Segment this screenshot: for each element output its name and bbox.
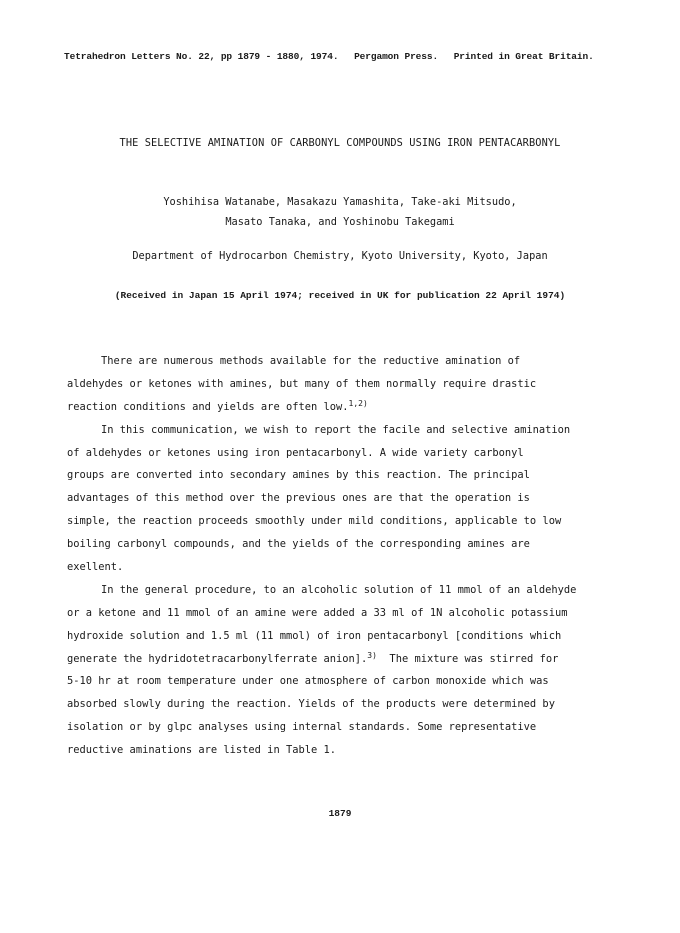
received-dates: (Received in Japan 15 April 1974; received in UK for publication 22 April 1974) xyxy=(114,290,566,301)
text-line: absorbed slowly during the reaction. Yields of the products were determined by xyxy=(67,698,555,711)
page-number: 1879 xyxy=(328,808,352,819)
text-line: groups are converted into secondary amines by this reaction. The principal xyxy=(67,469,530,482)
text-line: There are numerous methods available for the reductive amination of xyxy=(101,355,521,367)
text-span: The mixture was stirred for xyxy=(376,652,559,665)
paragraph xyxy=(67,350,627,419)
body-text xyxy=(67,350,627,762)
text-line: simple, the reaction proceeds smoothly under mild conditions, applicable to low xyxy=(67,515,562,528)
text-line: In this communication, we wish to report the facile and selective amination xyxy=(101,423,571,436)
reference-superscript: 3) xyxy=(367,650,377,660)
text-line: In the general procedure, to an alcoholic solution of 11 mmol of an aldehyde xyxy=(101,583,577,596)
text-line: advantages of this method over the previous ones are that the operation is xyxy=(67,492,530,505)
paragraph xyxy=(67,419,627,579)
text-line: hydroxide solution and 1.5 ml (11 mmol) of iron pentacarbonyl [conditions which xyxy=(67,629,562,642)
text-span: generate the hydridotetracarbonylferrate anion]. xyxy=(67,652,368,665)
text-line xyxy=(67,396,627,419)
text-line: aldehydes or ketones with amines, but many of them normally require drastic xyxy=(67,377,537,390)
publisher: Pergamon Press. xyxy=(354,51,439,62)
printed-note: Printed in Great Britain. xyxy=(453,51,594,62)
author-line: Yoshihisa Watanabe, Masakazu Yamashita, Take-aki Mitsudo, xyxy=(163,196,517,208)
text-line: of aldehydes or ketones using iron pentacarbonyl. A wide variety carbonyl xyxy=(67,446,524,459)
text-span: reaction conditions and yields are often low. xyxy=(67,400,349,413)
text-line: reductive aminations are listed in Table 1. xyxy=(67,744,336,757)
running-header xyxy=(64,51,624,62)
reference-superscript: 1,2) xyxy=(348,398,368,408)
journal-citation: Tetrahedron Letters No. 22, pp 1879 - 1880, 1974. xyxy=(64,51,339,62)
text-line: 5-10 hr at room temperature under one atmosphere of carbon monoxide which was xyxy=(67,675,549,688)
author-line: Masato Tanaka, and Yoshinobu Takegami xyxy=(225,216,455,228)
text-line xyxy=(67,648,627,671)
author-block xyxy=(0,192,680,232)
affiliation: Department of Hydrocarbon Chemistry, Kyoto University, Kyoto, Japan xyxy=(132,250,548,262)
paragraph xyxy=(67,579,627,762)
text-line: exellent. xyxy=(67,561,124,574)
text-line: or a ketone and 11 mmol of an amine were added a 33 ml of 1N alcoholic potassium xyxy=(67,606,568,619)
paper-title: THE SELECTIVE AMINATION OF CARBONYL COMPOUNDS USING IRON PENTACARBONYL xyxy=(119,137,561,149)
text-line: isolation or by glpc analyses using internal standards. Some representative xyxy=(67,721,537,734)
text-line: boiling carbonyl compounds, and the yields of the corresponding amines are xyxy=(67,538,530,551)
